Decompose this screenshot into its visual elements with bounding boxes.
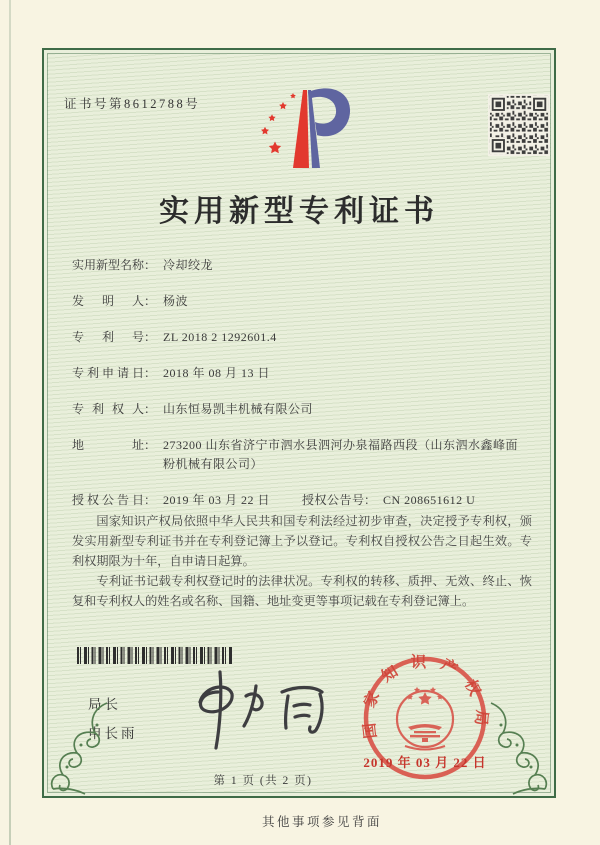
field-row-filing-date [72, 364, 530, 383]
certificate-title: 实用新型专利证书 [159, 195, 439, 228]
field-row-address [72, 436, 530, 474]
logo-p-mark [293, 88, 350, 168]
field-label: 专利申请日 [72, 366, 144, 380]
field-colon: ： [144, 366, 157, 380]
director-name: 申长雨 [88, 726, 138, 741]
field-colon: ： [144, 438, 157, 452]
field-label: 专利权人 [72, 402, 144, 416]
field-row-patentee [72, 400, 530, 419]
seal-agency-text: 国家知识产权局 [359, 653, 491, 740]
grant-number-value: CN 208651612 U [383, 493, 476, 507]
logo-stars [261, 93, 296, 153]
field-colon: ： [144, 294, 157, 308]
field-row-patent-number [72, 328, 530, 347]
legal-paragraph-2: 专利证书记载专利权登记时的法律状况。专利权的转移、质押、无效、终止、恢复和专利权人的姓名或名称、国籍、地址变更等事项记载在专利登记簿上。 [72, 574, 532, 609]
field-colon: ： [144, 402, 157, 416]
legal-paragraph-1: 国家知识产权局依照中华人民共和国专利法经过初步审查，决定授予专利权，颁发实用新型专利证书并在专利登记簿上予以登记。专利权自授权公告之日起生效。专利权期限为十年，自申请日起算。 [72, 514, 532, 568]
patent-office-logo-icon [257, 78, 357, 178]
field-value-address: 273200 山东省济宁市泗水县泗河办泉福路西段（山东泗水鑫峰面粉机械有限公司） [163, 438, 519, 471]
field-colon: ： [364, 493, 377, 507]
back-side-note: 其他事项参见背面 [261, 815, 382, 829]
certificate-border [42, 48, 556, 798]
field-value-inventor: 杨波 [163, 294, 189, 308]
field-row-name [72, 256, 530, 275]
legal-text [72, 512, 532, 613]
field-colon: ： [144, 330, 157, 344]
grant-date-value: 2019 年 03 月 22 日 [163, 493, 271, 507]
grant-date-label: 授权公告日 [72, 493, 144, 507]
certificate-fields [72, 256, 530, 527]
field-label: 地址 [72, 438, 144, 452]
field-value-patentee: 山东恒易凯丰机械有限公司 [163, 402, 314, 416]
seal-date: 2019 年 03 月 22 日 [363, 755, 487, 770]
field-colon: ： [144, 493, 157, 507]
field-label: 专利号 [72, 330, 144, 344]
field-row-inventor [72, 292, 530, 311]
scan-edge-artifact [9, 0, 11, 845]
field-row-grant [72, 491, 530, 510]
field-label: 发明人 [72, 294, 144, 308]
director-signature [170, 662, 355, 757]
field-value-filing-date: 2018 年 08 月 13 日 [163, 366, 271, 380]
field-value-patent-number: ZL 2018 2 1292601.4 [163, 330, 277, 344]
grant-number-label: 授权公告号 [302, 493, 364, 507]
field-label: 实用新型名称 [72, 258, 145, 272]
field-colon: ： [144, 258, 157, 272]
director-title: 局长 [88, 697, 121, 712]
qr-code-icon [488, 94, 550, 156]
page-number: 第 1 页 (共 2 页) [213, 775, 313, 787]
certificate-number: 证书号第8612788号 [64, 97, 201, 111]
national-emblem-icon [397, 687, 453, 750]
field-value-utility-model-name: 冷却绞龙 [163, 258, 214, 272]
